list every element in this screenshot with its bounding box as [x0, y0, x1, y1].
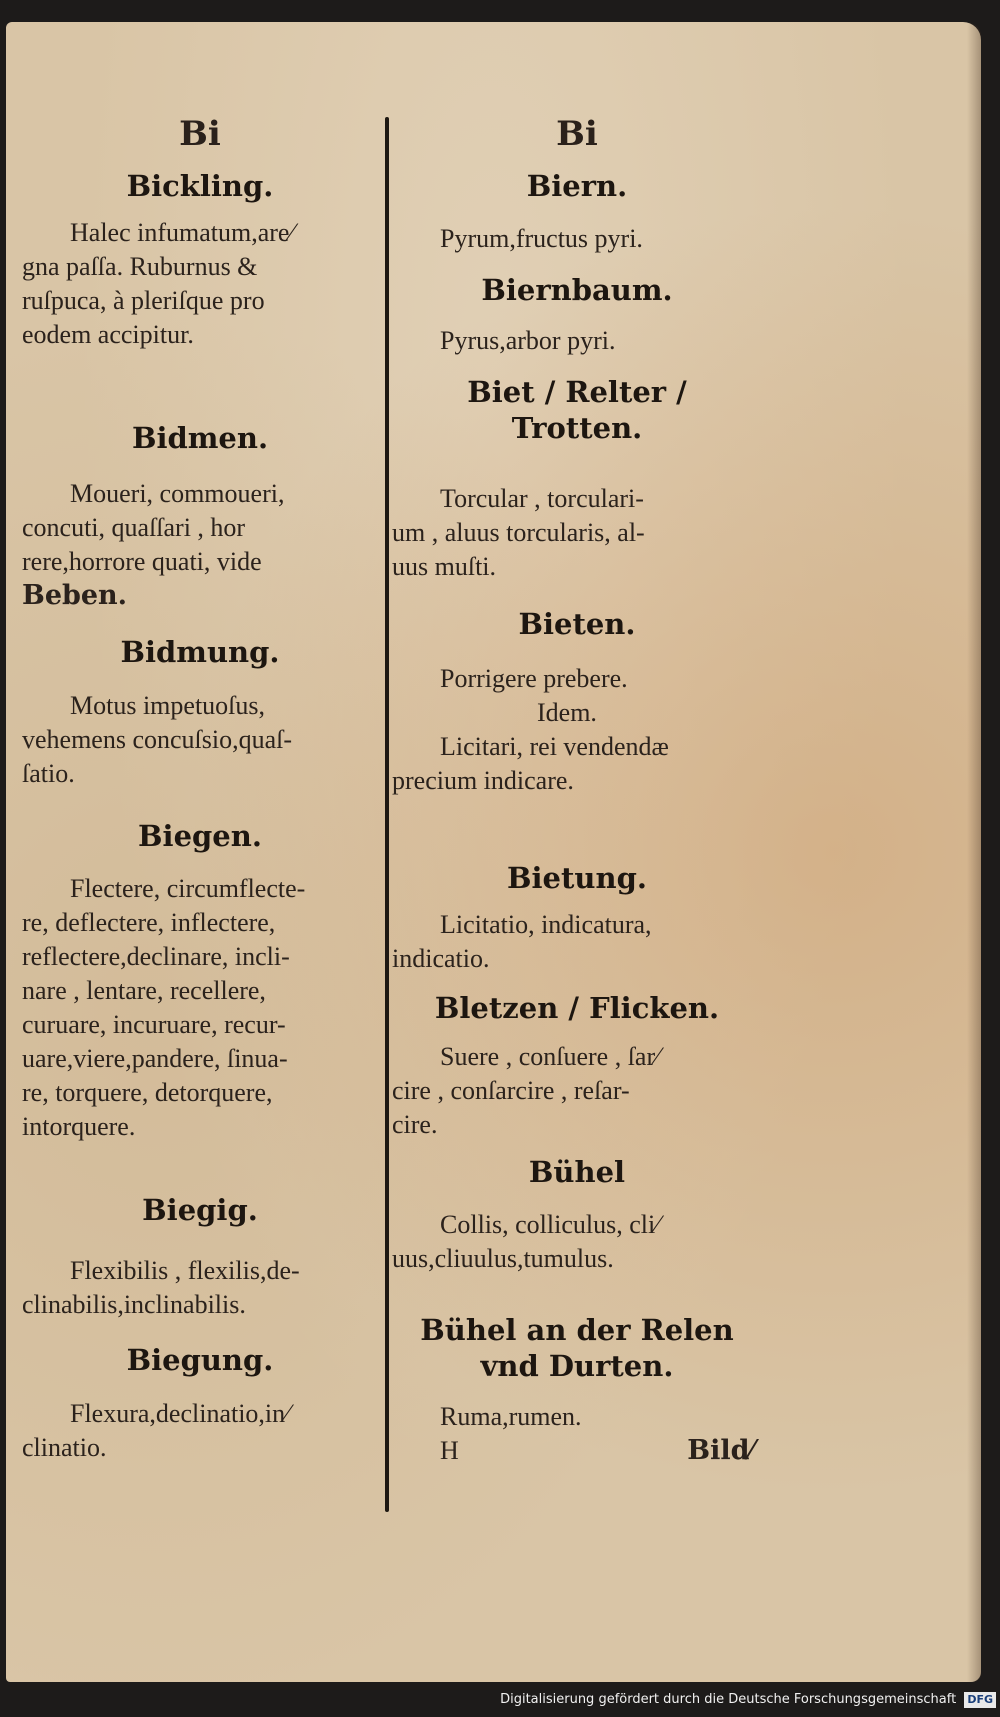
definition-biegig — [22, 1254, 378, 1322]
def-line: re, torquere, detorquere, — [22, 1078, 273, 1107]
def-line: Motus impetuoſus, — [70, 691, 266, 720]
def-line: nare , lentare, recellere, — [22, 976, 266, 1005]
definition-bletzen — [392, 1040, 762, 1142]
headword-line: Biet / Relter / — [467, 375, 687, 409]
def-line: eodem accipitur. — [22, 320, 194, 349]
def-line: uus,cliuulus,tumulus. — [392, 1244, 614, 1273]
def-line: vehemens concuſsio,quaſ- — [22, 725, 293, 754]
definition-biernbaum — [392, 324, 762, 358]
def-line: Porrigere prebere. — [440, 664, 628, 693]
headword-bidmung: Bidmung. — [120, 635, 280, 669]
def-line: intorquere. — [22, 1112, 136, 1141]
def-line: Licitari, rei vendendæ — [440, 732, 669, 761]
headword-line: Trotten. — [511, 411, 643, 445]
def-line: ſatio. — [22, 759, 75, 788]
headword-bieten: Bieten. — [518, 607, 636, 641]
def-line: cire. — [392, 1110, 438, 1139]
def-line: ruſpuca, à pleriſque pro — [22, 286, 265, 315]
headword-biegig: Biegig. — [142, 1193, 258, 1227]
def-line: precium indicare. — [392, 766, 574, 795]
def-line: Flexibilis , flexilis,de- — [70, 1256, 300, 1285]
def-line: clinabilis,inclinabilis. — [22, 1290, 246, 1319]
def-line: Licitatio, indicatura, — [440, 910, 652, 939]
headword-biegung: Biegung. — [126, 1343, 274, 1377]
cross-reference: Beben. — [22, 580, 128, 611]
def-line: Ruma,rumen. — [440, 1402, 582, 1431]
headword-bietung: Bietung. — [507, 861, 647, 895]
headword-buehel: Bühel — [528, 1155, 626, 1189]
def-line: Suere , conſuere , ſar⁄ — [440, 1042, 660, 1071]
headword-biernbaum: Biernbaum. — [481, 273, 673, 307]
def-line: Pyrum,fructus pyri. — [440, 224, 643, 253]
headword-bidmen: Bidmen. — [131, 421, 269, 455]
definition-biern — [392, 222, 762, 256]
definition-biet — [392, 482, 762, 584]
column-divider — [385, 117, 389, 1512]
dfg-logo: DFG — [964, 1692, 996, 1708]
def-line: Flexura,declinatio,in⁄ — [70, 1399, 290, 1428]
signature-mark: H — [440, 1436, 459, 1465]
def-line: cire , conſarcire , reſar- — [392, 1076, 630, 1105]
def-line: curuare, incuruare, recur- — [22, 1010, 286, 1039]
headword-biegen: Biegen. — [138, 819, 262, 853]
def-line: gna paſſa. Ruburnus & — [22, 252, 258, 281]
def-line: Flectere, circumflecte- — [70, 874, 306, 903]
def-line: Pyrus,arbor pyri. — [440, 326, 616, 355]
def-line: indicatio. — [392, 944, 490, 973]
def-line: Torcular , torculari- — [440, 484, 644, 513]
digitization-footer — [0, 1685, 1000, 1715]
definition-bidmen — [22, 477, 378, 613]
definition-bieten — [392, 662, 762, 798]
def-line: uus muſti. — [392, 552, 497, 581]
headword-bletzen: Bletzen / Flicken. — [434, 991, 720, 1025]
definition-buehel-an-der-relen — [392, 1400, 762, 1434]
def-line: re, deflectere, inflectere, — [22, 908, 276, 937]
definition-buehel — [392, 1208, 762, 1276]
definition-biegung — [22, 1397, 378, 1465]
book-page — [6, 22, 981, 1682]
headword-line: Bühel an der Relen — [420, 1313, 734, 1347]
def-line: rere,horrore quati, vide — [22, 547, 262, 576]
headword-buehel-an-der-relen — [392, 1312, 762, 1384]
def-line: Idem. — [537, 698, 597, 727]
catchword: Bild⁄ — [687, 1435, 754, 1466]
def-line: Halec infumatum,are⁄ — [70, 218, 294, 247]
def-line: clinatio. — [22, 1433, 107, 1462]
headword-biern: Biern. — [526, 169, 628, 203]
right-running-header: Bi — [556, 114, 598, 154]
page-edge-shadow — [967, 22, 981, 1682]
headword-biet — [392, 374, 762, 446]
def-line: reflectere,declinare, incli- — [22, 942, 290, 971]
headword-line: vnd Durten. — [480, 1349, 674, 1383]
definition-biegen — [22, 872, 378, 1144]
headword-bickling: Bickling. — [126, 169, 274, 203]
def-line: uare,viere,pandere, ſinua- — [22, 1044, 288, 1073]
definition-bickling — [22, 216, 378, 352]
def-line: Moueri, commoueri, — [70, 479, 285, 508]
left-running-header: Bi — [179, 114, 221, 154]
def-line: um , aluus torcularis, al- — [392, 518, 645, 547]
footer-text: Digitalisierung gefördert durch die Deutsche Forschungsgemeinschaft — [500, 1692, 957, 1707]
def-line: concuti, quaſſari , hor — [22, 513, 246, 542]
def-line: Collis, colliculus, cli⁄ — [440, 1210, 660, 1239]
definition-bidmung — [22, 689, 378, 791]
definition-bietung — [392, 908, 762, 976]
